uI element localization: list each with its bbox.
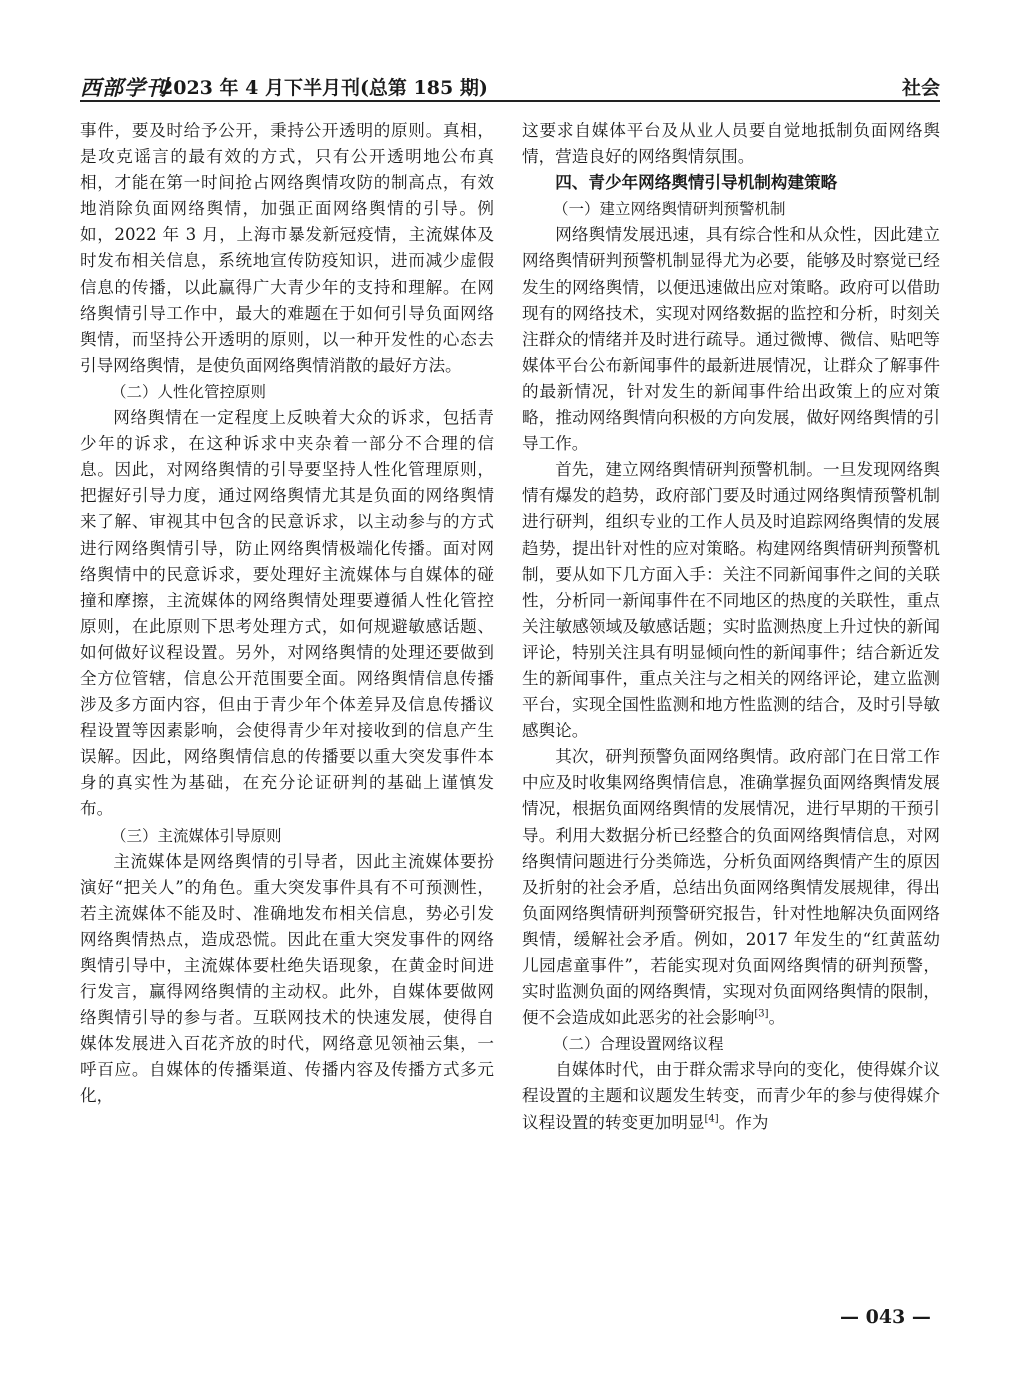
paragraph-end: 。作为 xyxy=(718,1112,769,1132)
section-heading: 四、青少年网络舆情引导机制构建策略 xyxy=(555,173,838,193)
subsection-heading: （三）主流媒体引导原则 xyxy=(111,826,282,845)
issue-info: 2023 年 4 月下半月刊(总第 185 期) xyxy=(160,77,488,99)
paragraph-text: 其次，研判预警负面网络舆情。政府部门在日常工作中应及时收集网络舆情信息，准确掌握负面网络舆情发展情况，根据负面网络舆情的发展情况，进行早期的干预引导。利用大数据分析已经整合的负面网络舆情信息，对网络舆情问题进行分类筛选，分析负面网络舆情产生的原因及折射的社会矛盾，总结出负面网络舆情发展规律，得出负面网络舆情研判预警研究报告，针对性地解决负面网络舆情，缓解社会矛盾。例如，2017 年发生的“红黄蓝幼儿园虐童事件”，若能实现对负面网络舆情的研判预警，实时监测负面的网络舆情，实现对负面网络舆情的限制，便不会造成如此恶劣的社会影响 xyxy=(522,747,940,1028)
paragraph: 网络舆情发展迅速，具有综合性和从众性，因此建立网络舆情研判预警机制显得尤为必要，能够及时察觉已经发生的网络舆情，以便迅速做出应对策略。政府可以借助现有的网络技术，实现对网络数据的监控和分析，时刻关注群众的情绪并及时进行疏导。通过微博、微信、贴吧等媒体平台公布新闻事件的最新进展情况，让群众了解事件的最新情况，针对发生的新闻事件给出政策上的应对策略，推动网络舆情向积极的方向发展，做好网络舆情的引导工作。 xyxy=(522,225,940,454)
section-name: 社会 xyxy=(901,77,940,99)
subsection-heading: （一）建立网络舆情研判预警机制 xyxy=(553,200,786,219)
subsection-heading: （二）合理设置网络议程 xyxy=(553,1035,724,1054)
header-rule xyxy=(80,100,940,102)
paragraph: 这要求自媒体平台及从业人员要自觉地抵制负面网络舆情，营造良好的网络舆情氛围。 xyxy=(522,121,940,167)
paragraph xyxy=(522,1057,940,1135)
paragraph: 事件，要及时给予公开，秉持公开透明的原则。真相，是攻克谣言的最有效的方式，只有公开透明地公布真相，才能在第一时间抢占网络舆情攻防的制高点，有效地消除负面网络舆情，加强正面网络舆情的引导。例如，2022 年 3 月，上海市暴发新冠疫情，主流媒体及时发布相关信息，系统地宣传防疫知识，进而减少虚假信息的传播，以此赢得广大青少年的支持和理解。在网络舆情引导工作中，最大的难题在于如何引导负面网络舆情，而坚持公开透明的原则，以一种开发性的心态去引导网络舆情，是使负面网络舆情消散的最好方法。 xyxy=(80,121,494,375)
citation-ref[interactable]: [4] xyxy=(704,1113,719,1125)
left-column xyxy=(80,118,494,1110)
subsection-heading: （二）人性化管控原则 xyxy=(111,382,267,401)
page-header xyxy=(80,70,940,102)
page-number: — 043 — xyxy=(840,1306,931,1328)
paragraph xyxy=(522,744,940,1031)
journal-logo: 西部学刊 xyxy=(80,75,168,100)
citation-ref[interactable]: [3] xyxy=(754,1008,769,1020)
paragraph: 首先，建立网络舆情研判预警机制。一旦发现网络舆情有爆发的趋势，政府部门要及时通过网络舆情预警机制进行研判，组织专业的工作人员及时追踪网络舆情的发展趋势，提出针对性的应对策略。构建网络舆情研判预警机制，要从如下几方面入手：关注不同新闻事件之间的关联性，分析同一新闻事件在不同地区的热度的关联性，重点关注敏感领域及敏感话题；实时监测热度上升过快的新闻评论，特别关注具有明显倾向性的新闻事件；结合新近发生的新闻事件，重点关注与之相关的网络评论，建立监测平台，实现全国性监测和地方性监测的结合，及时引导敏感舆论。 xyxy=(522,460,940,741)
right-column xyxy=(522,118,940,1136)
paragraph-end: 。 xyxy=(768,1008,786,1028)
paragraph: 网络舆情在一定程度上反映着大众的诉求，包括青少年的诉求，在这种诉求中夹杂着一部分不合理的信息。因此，对网络舆情的引导要坚持人性化管理原则，把握好引导力度，通过网络舆情尤其是负面的网络舆情来了解、审视其中包含的民意诉求，以主动参与的方式进行网络舆情引导，防止网络舆情极端化传播。面对网络舆情中的民意诉求，要处理好主流媒体与自媒体的碰撞和摩擦，主流媒体的网络舆情处理要遵循人性化管控原则，在此原则下思考处理方式，如何规避敏感话题、如何做好议程设置。另外，对网络舆情的处理还要做到全方位管辖，信息公开范围要全面。网络舆情信息传播涉及多方面内容，但由于青少年个体差异及信息传播议程设置等因素影响，会使得青少年对接收到的信息产生误解。因此，网络舆情信息的传播要以重大突发事件本身的真实性为基础，在充分论证研判的基础上谨慎发布。 xyxy=(80,408,494,819)
paragraph: 主流媒体是网络舆情的引导者，因此主流媒体要扮演好“把关人”的角色。重大突发事件具有不可预测性，若主流媒体不能及时、准确地发布相关信息，势必引发网络舆情热点，造成恐慌。因此在重大突发事件的网络舆情引导中，主流媒体要杜绝失语现象，在黄金时间进行发言，赢得网络舆情的主动权。此外，自媒体要做网络舆情引导的参与者。互联网技术的快速发展，使得自媒体发展进入百花齐放的时代，网络意见领袖云集，一呼百应。自媒体的传播渠道、传播内容及传播方式多元化， xyxy=(80,851,494,1106)
paragraph-text: 自媒体时代，由于群众需求导向的变化，使得媒介议程设置的主题和议题发生转变，而青少年的参与使得媒介议程设置的转变更加明显 xyxy=(522,1060,940,1132)
